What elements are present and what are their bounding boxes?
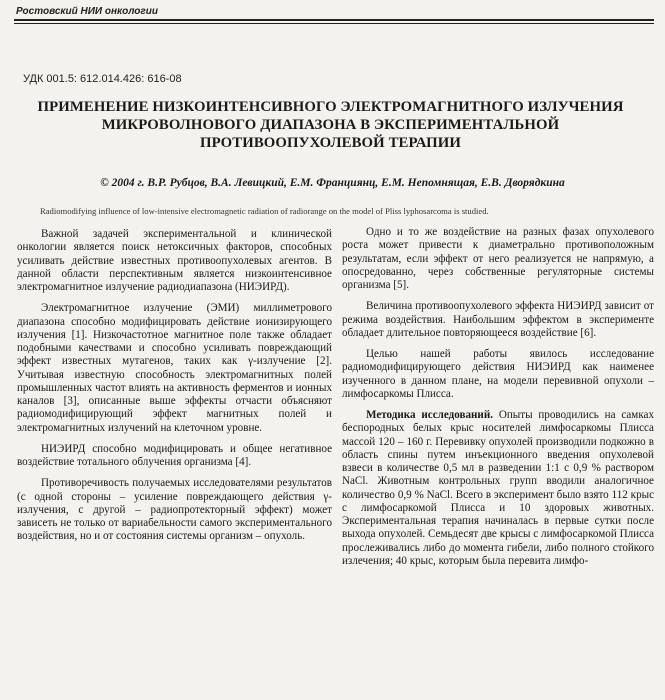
title-line: МИКРОВОЛНОВОГО ДИАПАЗОНА В ЭКСПЕРИМЕНТАЛЬНОЙ	[101, 117, 560, 133]
section-heading: Методика исследований.	[366, 409, 493, 421]
paragraph: Важной задачей экспериментальной и клинической онкологии является поиск нетоксичных факторов, способных усиливать действие известных противоопухолевых агентов. В данной области перспективным является низкоинтенсивное электромагнитное излучение радиодиапазона (НИЭИРД).	[17, 228, 332, 293]
title-line: ПРОТИВООПУХОЛЕВОЙ ТЕРАПИИ	[199, 135, 462, 151]
udk-code: УДК 001.5: 612.014.426: 616-08	[23, 73, 182, 85]
title-line: ПРИМЕНЕНИЕ НИЗКОИНТЕНСИВНОГО ЭЛЕКТРОМАГНИТНОГО ИЗЛУЧЕНИЯ	[37, 99, 624, 115]
english-abstract: Radiomodifying influence of low-intensive electromagnetic radiation of radiorange on the model of Pliss lyphosarcoma is studied.	[40, 206, 489, 216]
header-rule-thick	[14, 19, 654, 21]
paragraph-body: Опыты проводились на самках беспородных белых крыс носителей лимфосаркомы Плисса массой 120 – 160 г. Перевивку опухолей производили подкожно в область спины путем инъекционного введения опухолевой взвеси в количестве 0,5 мл в разведении 1:1 с 0,9 % раствором NaCl. Животным контрольных групп вводили аналогичное количество 0,9 % NaCl. Всего в эксперимент было взято 112 крыс с лимфосаркомой Плисса и 10 здоровых животных. Экспериментальная терапия начиналась в первые сутки после выхода опухолей. Семьдесят две крысы с лимфосаркомой Плисса прослеживались либо до момента гибели, либо полного стойкого излечения; 40 крыс, которым была перевита лимфо-	[342, 409, 655, 567]
paragraph: Целью нашей работы явилось исследование радиомодифицирующего действия НИЭИРД как наименее изученного в данном плане, на модели перевивной опухоли – лимфосаркомы Плисса.	[342, 348, 654, 400]
paragraph: Противоречивость получаемых исследователями результатов (с одной стороны – усиление повреждающего действия γ-излучения, с другой – радиопротекторный эффект) может зависеть не только от вариабельности самого экспериментального воздействия, но и от состояния системы организм – опухоль.	[17, 477, 332, 543]
journal-name: Ростовский НИИ онкологии	[16, 6, 158, 17]
authors-line: © 2004 г. В.Р. Рубцов, В.А. Левицкий, Е.М. Франциянц, Е.М. Непомнящая, Е.В. Дворядкина	[100, 177, 565, 189]
paragraph-methods	[342, 409, 654, 568]
paragraph: Величина противоопухолевого эффекта НИЭИРД зависит от режима воздействия. Наибольшим эффектом в эксперименте обладает длительное повторяющееся воздействие [6].	[342, 300, 654, 339]
left-column	[17, 228, 332, 544]
header-rule-thin	[14, 23, 654, 24]
paragraph: Электромагнитное излучение (ЭМИ) миллиметрового диапазона способно модифицировать действие ионизирующего излучения [1]. Низкочастотное магнитное поле также обладает подобными качествами и способно усиливать повреждающий эффект известных мутагенов, таких как γ-излучение [2]. Учитывая известную способность электромагнитных полей промышленных частот влиять на активность ферментов и ионных каналов [3], описанные выше эффекты отчасти объясняют радиомодифицирующий эффект магнитных полей и электромагнитных излучений на клеточном уровне.	[17, 302, 332, 434]
right-column	[342, 226, 654, 568]
article-title	[18, 98, 643, 152]
paragraph: НИЭИРД способно модифицировать и общее негативное воздействие тотального облучения организма [4].	[17, 442, 332, 468]
paragraph: Одно и то же воздействие на разных фазах опухолевого роста может привести к диаметрально противоположным результатам, если эффект от него реализуется не напрямую, а опосредованно, через собственные регуляторные системы организма [5].	[342, 226, 654, 291]
running-header	[14, 6, 654, 24]
